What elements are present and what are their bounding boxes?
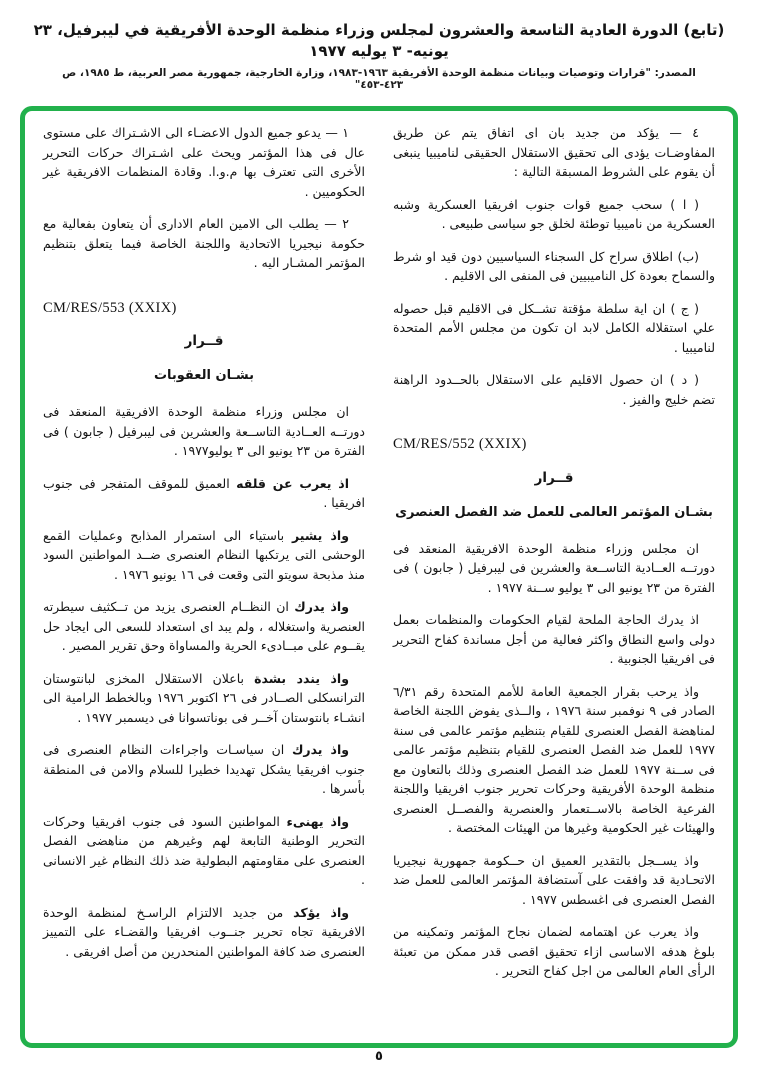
decision-heading: قــرار: [184, 333, 224, 350]
paragraph: [43, 214, 365, 273]
two-column-layout: [43, 123, 715, 1033]
paragraph-text: ١ — يدعو جميع الدول الاعضـاء الى الاشـتراك على مستوى عال فى هذا المؤتمر ويحث على اشـتراك حركات التحرير الأخرى التى تعترف بها م.و.ا. وقادة المنظمات الافريقية غير الحكوميين .: [43, 125, 365, 199]
subject-heading: بشـان المؤتمر العالمى للعمل ضد الفصل العنصرى: [395, 504, 713, 520]
resolution-code: CM/RES/553 (XXIX): [43, 299, 177, 316]
paragraph-text: ٢ — يطلب الى الامين العام الادارى أن يتعاون بفعالية مع حكومة نيجيريا الاتحادية واللجنة الخاصة فيما يتعلق بتنظيم المؤتمر المشـار اليه .: [43, 216, 365, 270]
paragraph: [393, 195, 715, 234]
paragraph-text: ان سياسـات واجراءات النظام العنصرى فى جنوب افريقيا يشكل تهديدا خطيرا للسلام والامن فى المنطقة بأسرها .: [43, 742, 365, 797]
session-title: (تابع) الدورة العادية التاسعة والعشرون لمجلس وزراء منظمة الوحدة الأفريقية في ليبرفيل، ٢٣ يونيه- ٣ يوليه ١٩٧٧: [33, 21, 725, 60]
paragraph: [43, 669, 365, 728]
paragraph: [43, 526, 365, 585]
paragraph-text: (ب) اطلاق سراح كل السجناء السياسيين دون قيد او شرط والسماح بعودة كل الناميبيين فى المنفى الى الاقليم .: [393, 248, 715, 283]
paragraph: [393, 682, 715, 838]
paragraph: [393, 123, 715, 182]
paragraph-lead: واذ يشير: [291, 527, 349, 543]
paragraph-text: ان مجلس وزراء منظمة الوحدة الافريقية المنعقد فى دورتــه العــادية التاســعة والعشرين فى ليبرفيل ( جابون ) فى الفترة من ٢٣ يونيو الى ٣ يوليو ســنة ١٩٧٧ .: [393, 540, 715, 595]
paragraph: [43, 474, 365, 513]
paragraph: [393, 539, 715, 598]
paragraph: [393, 851, 715, 910]
paragraph-text: المواطنين السود فى جنوب افريقيا وحركات التحرير الوطنية التابعة لهم وغيرهم من مناهضى الفصل العنصرى على مقاومتهم البطولية ضد ذلك النظام غير الانسانى .: [43, 813, 365, 888]
paragraph-lead: واذ يهنىء: [286, 813, 350, 829]
page-number: ٥: [375, 1049, 383, 1064]
paragraph-lead: واذ يدرك: [294, 599, 349, 615]
paragraph: [393, 922, 715, 981]
source-line: المصدر: "قرارات وتوصيات وبيانات منظمة الوحدة الأفريقية ١٩٦٣-١٩٨٣، وزارة الخارجية، جمهورية مصر العربية، ط ١٩٨٥، ص ٤٢٣-٤٥٣": [62, 67, 696, 91]
paragraph-text: باعلان الاستقلال المخزى لبانتوستان الترانسكلى الصــادر فى ٢٦ اكتوبر ١٩٧٦ وبالخطط الرامية الى انشـاء بانتوستان آخــر فى بوناتسوانا فى ديسمبر ١٩٧٧ .: [43, 670, 366, 725]
paragraph-lead: واذ يدرك: [291, 742, 350, 758]
paragraph-text: ان مجلس وزراء منظمة الوحدة الافريقية المنعقد فى دورتــه العــادية التاســعة والعشرين فى ليبرفيل ( جابون ) فى الفترة من ٢٣ يونيو الى ٣ يوليو١٩٧٧ .: [43, 404, 365, 459]
paragraph: [43, 123, 365, 201]
paragraph-text: باستياء الى استمرار المذابح وعمليات القمع الوحشى التى يرتكبها النظام العنصرى ضــد المواطنين السود منذ مذبحة سويتو التى وقعت فى ١٦ يونيو ١٩٧٦ .: [43, 527, 365, 582]
paragraph: [43, 740, 365, 799]
paragraph-lead: واذ يؤكد: [293, 904, 350, 920]
paragraph: [393, 610, 715, 669]
paragraph: [393, 370, 715, 409]
resolutions-box: [20, 106, 738, 1048]
page-header: [0, 0, 758, 91]
paragraph-text: اذ يدرك الحاجة الملحة لقيام الحكومات والمنظمات بعمل دولى واسع النطاق واكثر فعالية من أجل مساندة كفاح التحرير فى افريقيا الجنوبية .: [393, 612, 715, 667]
paragraph: [393, 299, 715, 358]
paragraph-text: واذ يرحب بقرار الجمعية العامة للأمم المتحدة رقم ٦/٣١ الصادر فى ٩ نوفمبر سنة ١٩٧٦ ، والــذى يفوض اللجنة الخاصة لمناهضة الفصل العنصرى للقيام بتنظيم مؤتمر عالمى فى سنة ١٩٧٧ للعمل ضد الفصل العنصرى للقيام بتنظيم مؤتمر عالمى فى ســنة ١٩٧٧ للعمل ضد الفصل العنصرى وذلك بالتعاون مع منظمة الوحدة الأفريقية وحركات تحرير جنوب افريقيا واللجنة الفرعية الخاصة بالاســتعمار والعنصرية والفصــل العنصرى والهيئات غير الحكومية وغيرها من الهيئات المختصة .: [393, 683, 715, 836]
paragraph-text: واذ يعرب عن اهتمامه لضمان نجاح المؤتمر وتمكينه من بلوغ هدفه الاساسى ازاء تحقيق اقصى قدر ممكن من تعبئة الرأى العام العالمى من اجل كفاح التحرير .: [393, 924, 715, 979]
paragraph: [43, 597, 365, 656]
paragraph: [393, 247, 715, 286]
paragraph: [43, 903, 365, 962]
paragraph-text: ( ج ) ان اية سلطة مؤقتة تشــكل فى الاقليم قبل حصوله علي استقلاله الكامل لابد ان تكون من مجلس الأمم المتحدة لناميبيا .: [393, 300, 715, 355]
paragraph: [43, 812, 365, 890]
paragraph-text: ( د ) ان حصول الاقليم على الاستقلال بالحــدود الراهنة تضم خليج والفيز .: [393, 372, 715, 407]
paragraph-lead: واذ يندد بشدة: [254, 670, 349, 686]
paragraph-text: واذ يســجل بالتقدير العميق ان حــكومة جمهورية نيجيريا الاتحـادية قد وافقت على آستضافة المؤتمر العالمى للعمل ضد الفصل العنصرى فى اغسطس ١٩٧٧ .: [393, 852, 715, 907]
paragraph-text: ان النظــام العنصرى يزيد من تــكثيف سيطرته العنصرية واستغلاله ، ولم يبد اى استعداد للسعى الى ايجاد حل يقــوم على مبــادىء الحرية والمساواة وحق تقرير المصير .: [43, 599, 365, 654]
column-right: [393, 123, 715, 1033]
subject-heading: بشـان العقوبات: [153, 368, 255, 384]
column-left: [43, 123, 365, 1033]
resolution-code: CM/RES/552 (XXIX): [393, 436, 527, 452]
paragraph-text: ( ا ) سحب جميع قوات جنوب افريقيا العسكرية وشبه العسكرية من ناميبيا توطئة لخلق جو سياسى طبيعى .: [393, 196, 715, 231]
paragraph-text: ٤ — يؤكد من جديد بان اى اتفاق يتم عن طريق المفاوضـات يؤدى الى تحقيق الاستقلال الحقيقى لناميبيا ينبغى أن يقوم على الشروط المسبقة التالية :: [393, 125, 715, 179]
paragraph-text: العميق للموقف المتفجر فى جنوب افريقيا .: [43, 475, 365, 511]
paragraph: [43, 402, 365, 461]
paragraph-text: من جديد الالتزام الراسـخ لمنظمة الوحدة الافريقية تجاه تحرير جنــوب افريقيا والقضـاء على التمييز العنصرى ضد كافة المواطنين المنحدرين من أصل افريقى .: [43, 904, 365, 959]
decision-heading: قــرار: [534, 469, 574, 486]
paragraph-lead: اذ يعرب عن قلقه: [236, 475, 349, 491]
